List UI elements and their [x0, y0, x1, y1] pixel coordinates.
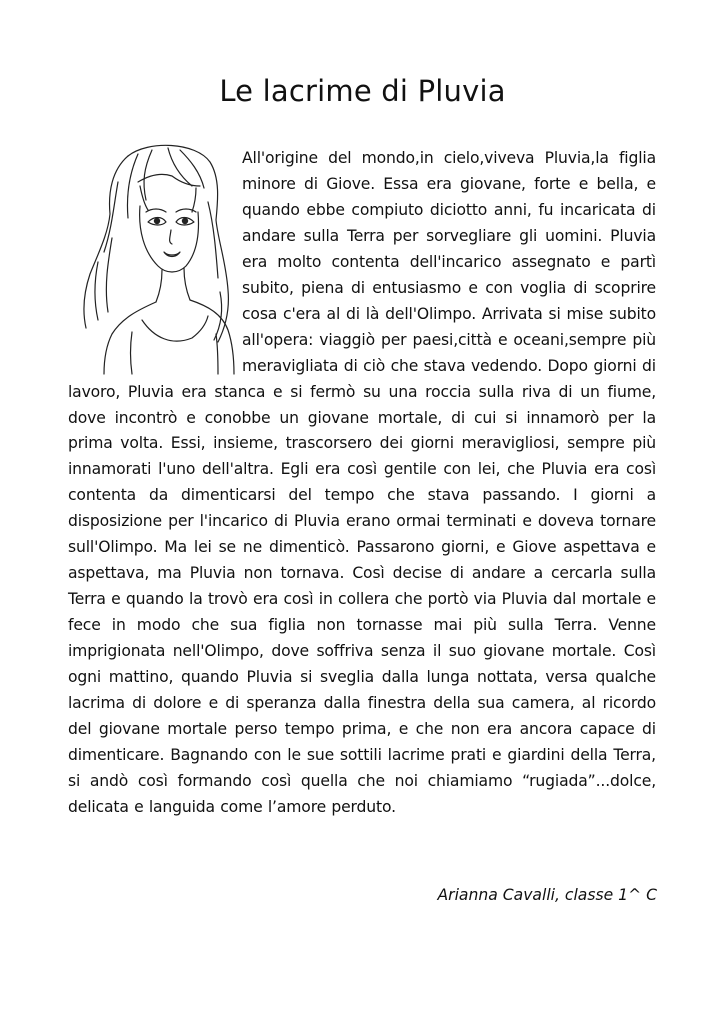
story-text: All'origine del mondo,in cielo,viveva Pluvia,la figlia minore di Giove. Essa era giovane, forte e bella, e quando ebbe compiuto diciotto anni, fu incaricata di andare sulla Terra per sorvegliare gli uomini. Pluvia era molto contenta dell'incarico assegnato e partì subito, piena di entusiasmo e con voglia di scoprire cosa c'era al di là dell'Olimpo. Arrivata si mise subito all'opera: viaggiò per paesi,città e oceani,sempre più meravigliata di ciò che stava vedendo. Dopo giorni di lavoro, Pluvia era stanca e si fermò su una roccia sulla riva di un fiume, dove incontrò e conobbe un giovane mortale, di cui si innamorò per la prima volta. Essi, insieme, trascorsero dei giorni meravigliosi, sempre più innamorati l'uno dell'altra. Egli era così gentile con lei, che Pluvia era così contenta da dimenticarsi del tempo che stava passando. I giorni a disposizione per l'incarico di Pluvia erano ormai terminati e doveva tornare sull'Olimpo. Ma lei se ne dimenticò. Passarono giorni, e Giove aspettava e aspettava, ma Pluvia non tornava. Così decise di andare a cercarla sulla Terra e quando la trovò era così in collera che portò via Pluvia dal mortale e fece in modo che sua figlia non tornasse mai più sulla Terra. Venne imprigionata nell'Olimpo, dove soffriva senza il suo giovane mortale. Così ogni mattino, quando Pluvia si sveglia dalla lunga nottata, versa qualche lacrima di dolore e di speranza dalla finestra della sua camera, al ricordo del giovane mortale perso tempo prima, e che non era ancora capace di dimenticare. Bagnando con le sue sottili lacrime prati e giardini della Terra, si andò così formando così quella che noi chiamiamo “rugiada”...dolce, delicata e languida come l’amore perduto.: [68, 149, 656, 816]
page-title: Le lacrime di Pluvia: [219, 74, 506, 108]
story-body: [68, 146, 656, 821]
girl-portrait-illustration: [68, 142, 242, 375]
author-signature: Arianna Cavalli, classe 1^ C: [437, 886, 657, 904]
